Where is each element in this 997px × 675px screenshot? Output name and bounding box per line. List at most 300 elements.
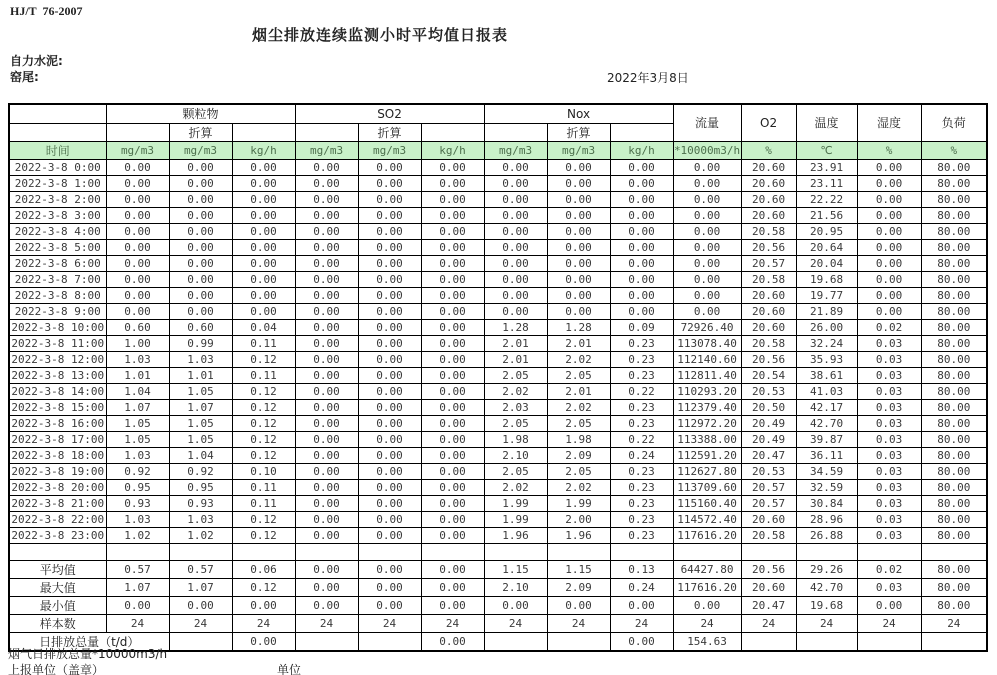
group-so2: SO2 (295, 104, 484, 123)
value-cell: 80.00 (921, 335, 987, 351)
value-cell: 21.89 (796, 303, 857, 319)
value-cell: 26.00 (796, 319, 857, 335)
value-cell: 0.00 (295, 463, 358, 479)
value-cell: 0.03 (857, 527, 921, 543)
value-cell: 2.05 (547, 415, 610, 431)
value-cell: 114572.40 (673, 511, 741, 527)
value-cell: 0.00 (484, 223, 547, 239)
value-cell: 42.70 (796, 578, 857, 596)
value-cell: 20.95 (796, 223, 857, 239)
value-cell: 80.00 (921, 287, 987, 303)
time-cell: 2022-3-8 11:00 (9, 335, 106, 351)
daily-total-label: 日排放总量（t/d） (9, 632, 169, 651)
value-cell: 0.00 (421, 367, 484, 383)
value-cell: 0.03 (857, 578, 921, 596)
value-cell: 0.00 (295, 431, 358, 447)
value-cell: 0.00 (610, 596, 673, 614)
value-cell: 0.00 (169, 255, 232, 271)
value-cell: 80.00 (921, 495, 987, 511)
value-cell: 0.03 (857, 383, 921, 399)
value-cell: 0.00 (610, 271, 673, 287)
value-cell: 0.00 (421, 511, 484, 527)
value-cell: 19.68 (796, 271, 857, 287)
value-cell: 0.11 (232, 367, 295, 383)
value-cell: 0.00 (421, 271, 484, 287)
group-particulate: 颗粒物 (106, 104, 295, 123)
value-cell: 0.00 (358, 223, 421, 239)
value-cell: 0.00 (295, 303, 358, 319)
value-cell: 0.00 (106, 191, 169, 207)
value-cell: 0.00 (421, 447, 484, 463)
value-cell: 20.57 (741, 255, 796, 271)
value-cell: 0.93 (106, 495, 169, 511)
value-cell: 0.00 (169, 271, 232, 287)
summary-label: 最小值 (9, 596, 106, 614)
value-cell: 80.00 (921, 319, 987, 335)
value-cell (741, 632, 796, 651)
value-cell: 2.01 (484, 351, 547, 367)
value-cell: 0.00 (232, 596, 295, 614)
table-row (9, 351, 987, 367)
value-cell: 0.00 (421, 399, 484, 415)
value-cell: 0.60 (169, 319, 232, 335)
value-cell: 0.03 (857, 335, 921, 351)
value-cell: 0.00 (673, 303, 741, 319)
value-cell: 20.60 (741, 319, 796, 335)
value-cell: 1.96 (484, 527, 547, 543)
unit-cell: mg/m3 (484, 141, 547, 159)
value-cell: 0.00 (421, 335, 484, 351)
value-cell: 0.00 (857, 287, 921, 303)
time-header: 时间 (9, 141, 106, 159)
time-cell: 2022-3-8 1:00 (9, 175, 106, 191)
value-cell: 154.63 (673, 632, 741, 651)
header-flow: 流量 (673, 104, 741, 141)
value-cell: 0.00 (673, 175, 741, 191)
value-cell: 2.03 (484, 399, 547, 415)
value-cell: 0.00 (421, 255, 484, 271)
value-cell: 1.05 (169, 415, 232, 431)
time-cell: 2022-3-8 21:00 (9, 495, 106, 511)
value-cell: 80.00 (921, 527, 987, 543)
table-row (9, 335, 987, 351)
empty-cell (421, 123, 484, 141)
value-cell: 0.00 (169, 287, 232, 303)
value-cell: 35.93 (796, 351, 857, 367)
value-cell: 0.00 (232, 207, 295, 223)
value-cell: 0.23 (610, 351, 673, 367)
value-cell: 0.00 (358, 560, 421, 578)
table-row (9, 367, 987, 383)
value-cell: 24 (547, 614, 610, 632)
value-cell: 1.99 (484, 495, 547, 511)
value-cell: 0.13 (610, 560, 673, 578)
value-cell: 1.03 (169, 351, 232, 367)
value-cell: 0.00 (358, 351, 421, 367)
value-cell: 0.00 (295, 447, 358, 463)
value-cell: 0.03 (857, 431, 921, 447)
value-cell: 0.00 (106, 271, 169, 287)
value-cell: 0.00 (673, 271, 741, 287)
unit-cell: mg/m3 (169, 141, 232, 159)
value-cell: 112591.20 (673, 447, 741, 463)
summary-row (9, 614, 987, 632)
value-cell: 0.00 (232, 271, 295, 287)
value-cell: 0.60 (106, 319, 169, 335)
value-cell: 21.56 (796, 207, 857, 223)
value-cell: 0.00 (232, 632, 295, 651)
value-cell: 0.00 (484, 239, 547, 255)
value-cell: 0.11 (232, 335, 295, 351)
value-cell: 0.03 (857, 447, 921, 463)
empty-cell (484, 123, 547, 141)
value-cell: 0.00 (295, 287, 358, 303)
value-cell: 1.07 (169, 578, 232, 596)
table-row (9, 191, 987, 207)
value-cell: 0.00 (232, 175, 295, 191)
value-cell: 20.60 (741, 287, 796, 303)
value-cell: 0.23 (610, 335, 673, 351)
value-cell: 0.00 (673, 191, 741, 207)
value-cell: 0.00 (106, 239, 169, 255)
value-cell: 0.00 (857, 175, 921, 191)
value-cell: 0.00 (421, 223, 484, 239)
value-cell: 1.96 (547, 527, 610, 543)
value-cell: 0.03 (857, 479, 921, 495)
value-cell: 1.01 (169, 367, 232, 383)
value-cell: 112811.40 (673, 367, 741, 383)
value-cell: 0.00 (358, 207, 421, 223)
value-cell: 1.28 (547, 319, 610, 335)
value-cell: 0.00 (857, 271, 921, 287)
value-cell: 0.00 (610, 287, 673, 303)
value-cell: 117616.20 (673, 578, 741, 596)
unit-cell: kg/h (232, 141, 295, 159)
value-cell: 20.57 (741, 479, 796, 495)
value-cell: 20.60 (741, 191, 796, 207)
table-row (9, 207, 987, 223)
value-cell: 0.00 (857, 239, 921, 255)
header-humidity: 湿度 (857, 104, 921, 141)
time-cell: 2022-3-8 7:00 (9, 271, 106, 287)
value-cell: 0.00 (673, 287, 741, 303)
value-cell: 0.03 (857, 367, 921, 383)
value-cell: 80.00 (921, 175, 987, 191)
value-cell: 0.00 (857, 303, 921, 319)
value-cell: 24 (169, 614, 232, 632)
empty-cell (610, 543, 673, 560)
value-cell: 0.00 (421, 175, 484, 191)
value-cell: 0.00 (358, 159, 421, 175)
value-cell: 2.05 (484, 415, 547, 431)
empty-cell (673, 543, 741, 560)
empty-cell (547, 543, 610, 560)
value-cell: 23.11 (796, 175, 857, 191)
value-cell: 2.10 (484, 447, 547, 463)
value-cell: 0.12 (232, 383, 295, 399)
table-row (9, 239, 987, 255)
value-cell: 113078.40 (673, 335, 741, 351)
value-cell: 0.00 (295, 175, 358, 191)
value-cell: 2.02 (547, 479, 610, 495)
value-cell: 0.00 (106, 596, 169, 614)
value-cell: 0.92 (169, 463, 232, 479)
value-cell: 0.00 (610, 207, 673, 223)
standard-code: HJ/T 76-2007 (10, 4, 83, 18)
value-cell: 0.00 (295, 367, 358, 383)
value-cell: 0.93 (169, 495, 232, 511)
value-cell: 0.03 (857, 495, 921, 511)
value-cell: 0.12 (232, 431, 295, 447)
unit-cell: % (741, 141, 796, 159)
value-cell: 0.00 (358, 431, 421, 447)
value-cell (921, 632, 987, 651)
converted-label-pm: 折算 (169, 123, 232, 141)
empty-cell (857, 543, 921, 560)
empty-cell (232, 543, 295, 560)
units-row (9, 141, 987, 159)
value-cell: 0.12 (232, 447, 295, 463)
value-cell: 0.00 (358, 479, 421, 495)
value-cell: 0.00 (547, 223, 610, 239)
summary-label: 样本数 (9, 614, 106, 632)
value-cell: 20.58 (741, 223, 796, 239)
value-cell: 0.03 (857, 463, 921, 479)
empty-cell (106, 123, 169, 141)
value-cell: 34.59 (796, 463, 857, 479)
value-cell: 0.00 (421, 319, 484, 335)
value-cell: 80.00 (921, 159, 987, 175)
table-row (9, 271, 987, 287)
value-cell (358, 632, 421, 651)
value-cell: 0.00 (484, 596, 547, 614)
value-cell: 20.53 (741, 383, 796, 399)
value-cell: 0.00 (421, 527, 484, 543)
value-cell: 0.00 (421, 479, 484, 495)
value-cell: 0.23 (610, 527, 673, 543)
value-cell: 0.12 (232, 399, 295, 415)
value-cell: 0.00 (295, 207, 358, 223)
value-cell: 0.00 (421, 191, 484, 207)
value-cell: 0.00 (421, 560, 484, 578)
value-cell: 0.00 (358, 578, 421, 596)
stack-name: 窑尾: (10, 70, 39, 84)
value-cell: 0.00 (484, 207, 547, 223)
value-cell: 80.00 (921, 578, 987, 596)
value-cell: 0.11 (232, 495, 295, 511)
value-cell: 0.00 (295, 560, 358, 578)
value-cell: 0.00 (358, 399, 421, 415)
value-cell: 0.00 (169, 239, 232, 255)
value-cell: 0.00 (295, 255, 358, 271)
value-cell: 0.00 (547, 303, 610, 319)
value-cell: 115160.40 (673, 495, 741, 511)
value-cell: 20.56 (741, 239, 796, 255)
value-cell: 0.00 (421, 415, 484, 431)
value-cell: 0.00 (358, 271, 421, 287)
value-cell: 0.00 (232, 159, 295, 175)
value-cell (484, 632, 547, 651)
table-row (9, 415, 987, 431)
value-cell: 0.00 (232, 239, 295, 255)
value-cell: 0.00 (421, 495, 484, 511)
time-cell: 2022-3-8 23:00 (9, 527, 106, 543)
value-cell: 0.00 (857, 207, 921, 223)
time-cell: 2022-3-8 9:00 (9, 303, 106, 319)
table-row (9, 399, 987, 415)
value-cell: 0.12 (232, 351, 295, 367)
value-cell: 0.00 (358, 287, 421, 303)
value-cell: 1.03 (106, 351, 169, 367)
value-cell: 0.00 (106, 207, 169, 223)
value-cell: 0.00 (610, 159, 673, 175)
value-cell: 0.00 (673, 239, 741, 255)
value-cell: 0.00 (857, 159, 921, 175)
value-cell: 0.04 (232, 319, 295, 335)
value-cell: 0.00 (295, 319, 358, 335)
header-o2: O2 (741, 104, 796, 141)
value-cell: 0.00 (295, 399, 358, 415)
converted-label-nox: 折算 (547, 123, 610, 141)
value-cell: 0.00 (857, 255, 921, 271)
value-cell: 23.91 (796, 159, 857, 175)
value-cell: 0.00 (484, 287, 547, 303)
value-cell: 2.10 (484, 578, 547, 596)
table-row (9, 447, 987, 463)
company-name: 自力水泥: (10, 54, 63, 68)
empty-cell (169, 543, 232, 560)
value-cell: 30.84 (796, 495, 857, 511)
group-nox: Nox (484, 104, 673, 123)
value-cell: 2.02 (547, 399, 610, 415)
value-cell: 112379.40 (673, 399, 741, 415)
value-cell: 80.00 (921, 383, 987, 399)
value-cell: 0.00 (358, 596, 421, 614)
value-cell: 117616.20 (673, 527, 741, 543)
empty-cell (610, 123, 673, 141)
value-cell: 0.10 (232, 463, 295, 479)
time-cell: 2022-3-8 16:00 (9, 415, 106, 431)
value-cell: 20.60 (741, 175, 796, 191)
value-cell: 42.70 (796, 415, 857, 431)
value-cell: 80.00 (921, 351, 987, 367)
empty-cell (796, 543, 857, 560)
value-cell: 0.00 (421, 303, 484, 319)
table-row (9, 527, 987, 543)
value-cell: 0.00 (358, 383, 421, 399)
value-cell: 20.58 (741, 271, 796, 287)
time-cell: 2022-3-8 6:00 (9, 255, 106, 271)
value-cell: 32.59 (796, 479, 857, 495)
value-cell: 1.07 (169, 399, 232, 415)
value-cell: 0.22 (610, 431, 673, 447)
value-cell: 32.24 (796, 335, 857, 351)
value-cell: 0.12 (232, 578, 295, 596)
value-cell: 0.00 (421, 431, 484, 447)
value-cell: 0.00 (295, 159, 358, 175)
value-cell: 20.53 (741, 463, 796, 479)
unit-cell: kg/h (421, 141, 484, 159)
value-cell: 2.02 (484, 479, 547, 495)
value-cell: 0.23 (610, 415, 673, 431)
unit-cell: mg/m3 (106, 141, 169, 159)
value-cell (796, 632, 857, 651)
value-cell: 24 (741, 614, 796, 632)
unit-cell: kg/h (610, 141, 673, 159)
empty-cell (741, 543, 796, 560)
value-cell: 0.00 (421, 207, 484, 223)
value-cell: 112140.60 (673, 351, 741, 367)
table-row (9, 319, 987, 335)
value-cell: 24 (232, 614, 295, 632)
empty-cell (9, 123, 106, 141)
value-cell: 0.12 (232, 527, 295, 543)
value-cell: 0.00 (547, 207, 610, 223)
value-cell: 20.60 (741, 511, 796, 527)
value-cell: 0.24 (610, 578, 673, 596)
value-cell: 0.09 (610, 319, 673, 335)
value-cell: 0.03 (857, 351, 921, 367)
value-cell: 1.07 (106, 399, 169, 415)
value-cell: 20.60 (741, 303, 796, 319)
value-cell: 0.57 (169, 560, 232, 578)
value-cell: 0.00 (421, 632, 484, 651)
value-cell: 0.00 (358, 191, 421, 207)
value-cell: 0.00 (421, 578, 484, 596)
header-group-row (9, 104, 987, 123)
empty-cell (421, 543, 484, 560)
value-cell: 0.00 (295, 578, 358, 596)
value-cell: 0.00 (547, 596, 610, 614)
value-cell: 1.05 (169, 383, 232, 399)
value-cell: 0.99 (169, 335, 232, 351)
value-cell: 0.00 (547, 271, 610, 287)
empty-cell (232, 123, 295, 141)
value-cell: 0.02 (857, 319, 921, 335)
value-cell: 0.11 (232, 479, 295, 495)
corner-cell (9, 104, 106, 123)
value-cell: 20.54 (741, 367, 796, 383)
value-cell: 20.50 (741, 399, 796, 415)
value-cell: 0.03 (857, 511, 921, 527)
value-cell: 0.06 (232, 560, 295, 578)
summary-label: 最大值 (9, 578, 106, 596)
time-cell: 2022-3-8 2:00 (9, 191, 106, 207)
table-row (9, 255, 987, 271)
value-cell: 20.64 (796, 239, 857, 255)
table-row (9, 463, 987, 479)
value-cell: 1.07 (106, 578, 169, 596)
unit-cell: % (857, 141, 921, 159)
value-cell: 0.00 (673, 223, 741, 239)
value-cell: 0.00 (484, 271, 547, 287)
value-cell: 0.00 (547, 287, 610, 303)
value-cell: 1.02 (106, 527, 169, 543)
value-cell: 80.00 (921, 223, 987, 239)
value-cell: 0.00 (358, 335, 421, 351)
value-cell: 1.00 (106, 335, 169, 351)
value-cell: 20.60 (741, 159, 796, 175)
value-cell: 0.00 (232, 223, 295, 239)
value-cell: 36.11 (796, 447, 857, 463)
value-cell: 0.95 (106, 479, 169, 495)
value-cell: 80.00 (921, 271, 987, 287)
value-cell: 0.00 (484, 175, 547, 191)
reporting-unit-label: 上报单位（盖章） (8, 663, 105, 675)
value-cell: 0.00 (547, 191, 610, 207)
value-cell: 0.00 (358, 239, 421, 255)
value-cell: 0.00 (358, 367, 421, 383)
